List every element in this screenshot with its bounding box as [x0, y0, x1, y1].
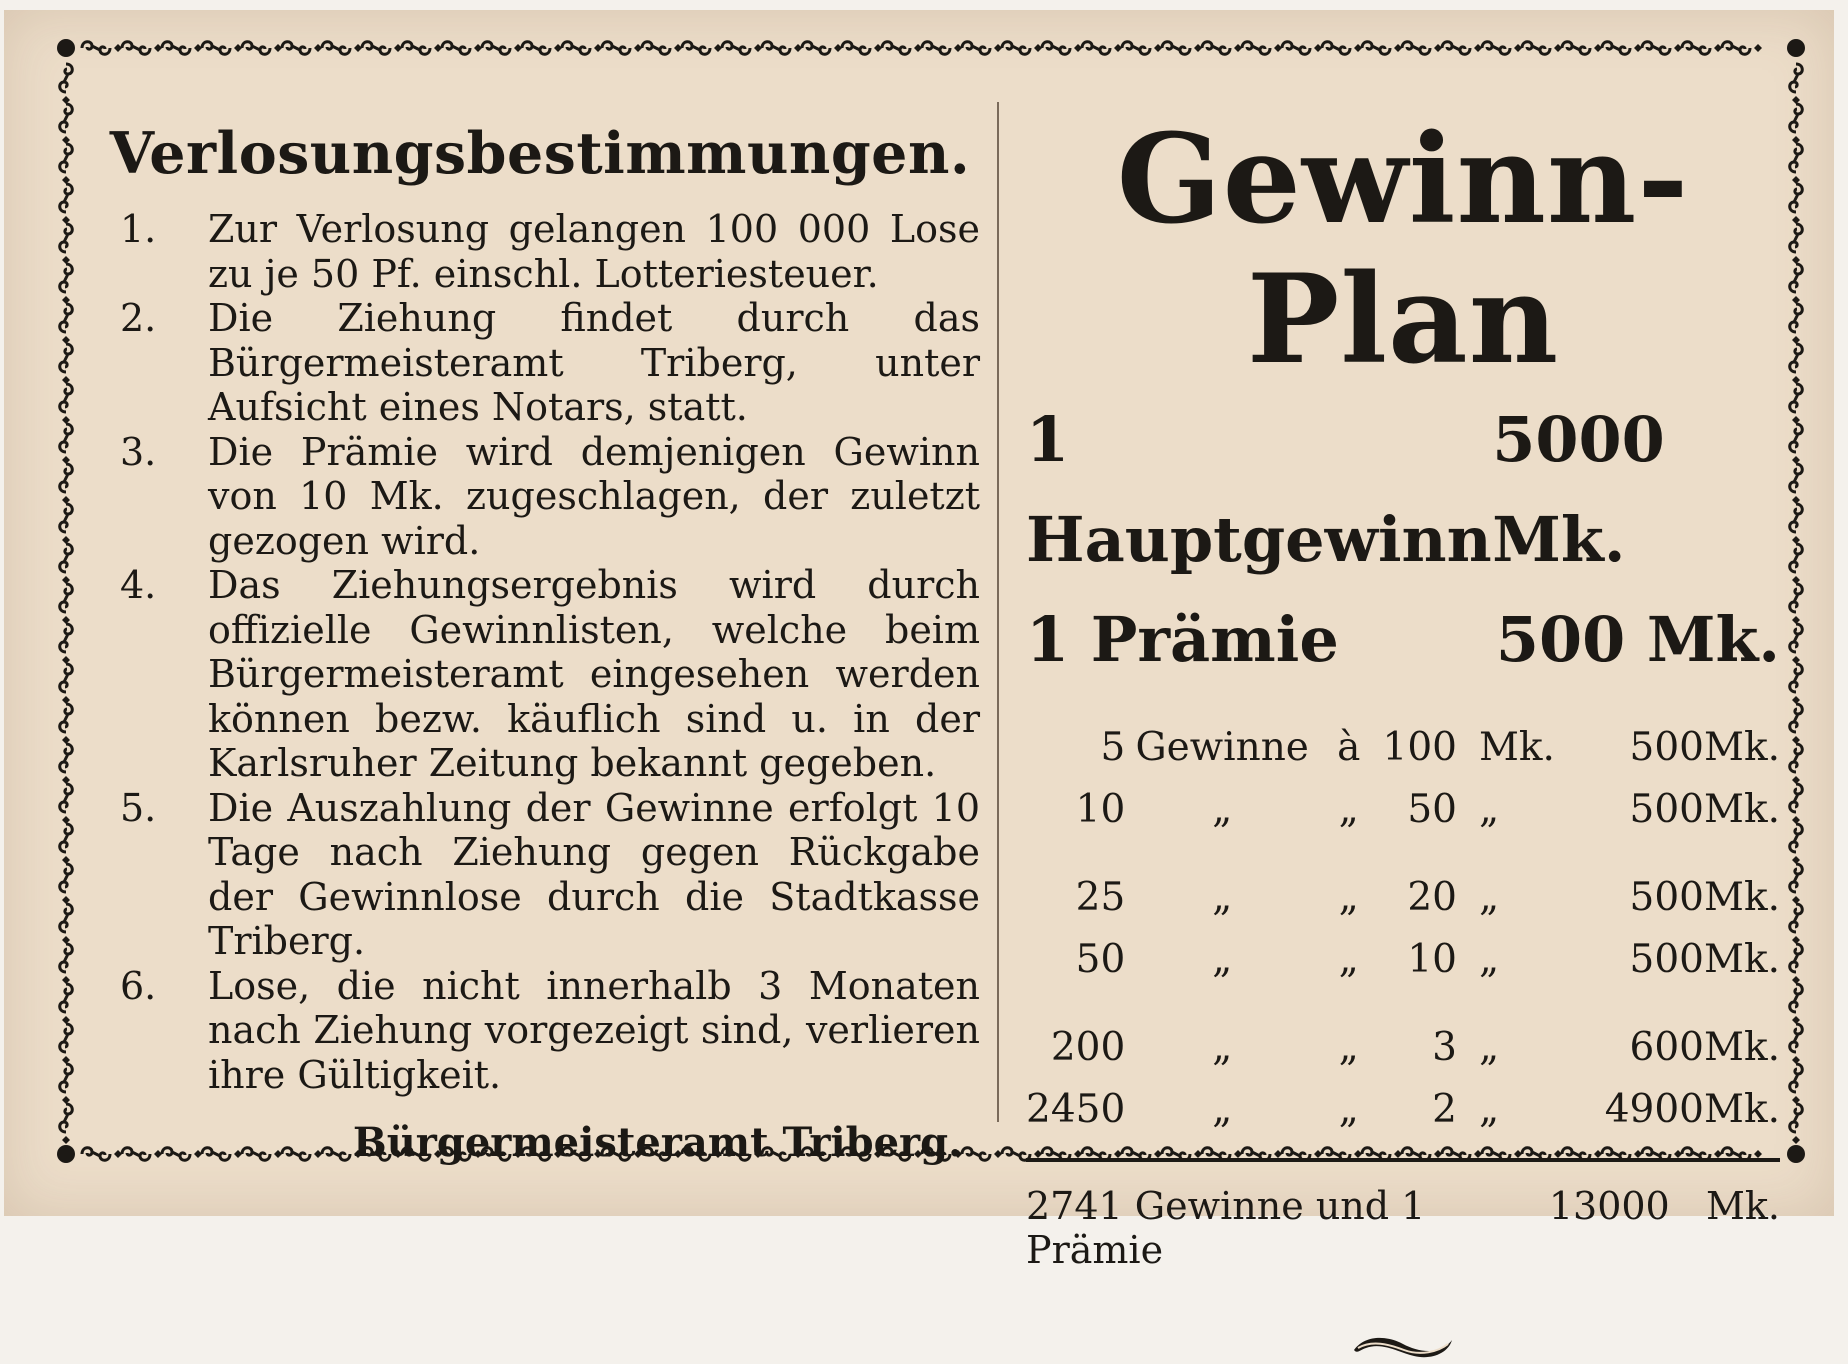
rule-item: [100, 786, 980, 964]
total-unit: Mk.: [1705, 1184, 1780, 1228]
scroll-flourish-icon: [1348, 1330, 1458, 1364]
prize-each: 10: [1407, 936, 1457, 982]
prize-each: 2: [1432, 1086, 1457, 1132]
prize-unit: „: [1478, 786, 1500, 832]
rule-item: [100, 207, 980, 296]
table-row: [1026, 928, 1780, 990]
prize-total-unit: Mk.: [1704, 936, 1780, 982]
prize-word: „: [1212, 1086, 1233, 1132]
prize-total-unit: Mk.: [1704, 724, 1780, 770]
prize-total-unit: Mk.: [1704, 786, 1780, 832]
prize-unit: „: [1478, 936, 1500, 982]
rule-number: 5.: [120, 785, 157, 830]
prize-count: 25: [1075, 874, 1126, 920]
main-prize-row: [1026, 390, 1780, 590]
rule-item: [100, 563, 980, 786]
prize-count: 50: [1075, 936, 1126, 982]
prize-total: 500: [1629, 786, 1704, 832]
rule-text: Die Ziehung findet durch das Bürgermeisteramt Triberg, unter Aufsicht eines Notars, statt.: [208, 296, 980, 429]
rule-text: Das Ziehungsergebnis wird durch offizielle Gewinnlisten, welche beim Bürgermeisteramt eingesehen werden können bezw. käuflich sind u. in der Karlsruher Zeitung bekannt gegeben.: [208, 563, 980, 785]
prize-total-unit: Mk.: [1704, 1086, 1780, 1132]
prize-a: „: [1338, 1086, 1359, 1132]
prize-a: „: [1338, 1024, 1359, 1070]
rules-panel: [100, 112, 980, 1166]
total-label: 2741 Gewinne und 1 Prämie: [1026, 1184, 1426, 1272]
prize-unit: Mk.: [1478, 724, 1555, 770]
prize-count: 200: [1050, 1024, 1126, 1070]
prize-word: „: [1212, 874, 1233, 920]
total-amount-group: [1549, 1184, 1780, 1272]
total-section: [1026, 1158, 1780, 1272]
prize-count: 5: [1100, 724, 1126, 770]
prize-total: 500: [1629, 724, 1704, 770]
prize-each: 20: [1407, 874, 1457, 920]
prize-each: 50: [1407, 786, 1457, 832]
table-row: [1026, 716, 1780, 778]
premium-label: 1 Prämie: [1026, 603, 1339, 676]
prize-total: 500: [1629, 874, 1704, 920]
main-prize-label: 1 Hauptgewinn: [1026, 403, 1492, 576]
table-row: [1026, 1078, 1780, 1140]
prize-unit: „: [1478, 1086, 1500, 1132]
prize-a: à: [1337, 724, 1361, 770]
table-row: [1026, 990, 1780, 1078]
premium-amount: 500 Mk.: [1495, 603, 1780, 676]
rule-item: [100, 964, 980, 1098]
prize-unit: „: [1478, 1024, 1500, 1070]
prize-total: 500: [1629, 936, 1704, 982]
prize-word: Gewinne: [1135, 724, 1309, 770]
rule-text: Zur Verlosung gelangen 100 000 Lose zu je 50 Pf. einschl. Lotteriesteuer.: [208, 207, 980, 296]
rule-text: Lose, die nicht innerhalb 3 Monaten nach Ziehung vorgezeigt sind, verlieren ihre Gültigkeit.: [208, 963, 980, 1097]
prize-table: [1026, 716, 1780, 1140]
rules-heading: Verlosungsbestimmungen.: [109, 120, 971, 187]
rule-item: [100, 430, 980, 564]
prize-total: 4900: [1604, 1086, 1704, 1132]
prize-each: 3: [1432, 1024, 1457, 1070]
prize-count: 10: [1075, 786, 1126, 832]
prize-each: 100: [1382, 724, 1457, 770]
rule-number: 4.: [120, 563, 157, 607]
prize-total-unit: Mk.: [1704, 1024, 1780, 1070]
prize-a: „: [1338, 786, 1359, 832]
prize-a: „: [1338, 874, 1359, 920]
prize-word: „: [1212, 936, 1233, 982]
premium-row: [1026, 590, 1780, 690]
rule-number: 3.: [120, 429, 157, 474]
main-prize-amount: 5000 Mk.: [1492, 403, 1665, 576]
rule-number: 1.: [120, 207, 157, 251]
prize-total: 600: [1629, 1024, 1704, 1070]
lottery-card: [4, 10, 1834, 1272]
prize-plan-panel: [1026, 110, 1780, 1364]
table-row: [1026, 778, 1780, 840]
prize-count: 2450: [1026, 1086, 1126, 1132]
prize-unit: „: [1478, 874, 1500, 920]
prize-total-unit: Mk.: [1704, 874, 1780, 920]
rule-number: 2.: [120, 296, 157, 340]
rule-item: [100, 296, 980, 430]
rule-number: 6.: [120, 963, 157, 1008]
prize-a: „: [1338, 936, 1359, 982]
rules-list: [100, 207, 980, 1097]
prize-word: „: [1212, 786, 1233, 832]
rule-text: Die Auszahlung der Gewinne erfolgt 10 Tage nach Ziehung gegen Rückgabe der Gewinnlose durch die Stadtkasse Triberg.: [208, 785, 980, 963]
rule-text: Die Prämie wird demjenigen Gewinn von 10 Mk. zugeschlagen, der zuletzt gezogen wird.: [208, 429, 980, 563]
signature: Bürgermeisteramt Triberg.: [352, 1119, 962, 1166]
total-row: [1026, 1184, 1780, 1272]
column-divider: [997, 102, 999, 1122]
plan-title: Gewinn-Plan: [1116, 108, 1690, 392]
prize-word: „: [1212, 1024, 1233, 1070]
table-row: [1026, 840, 1780, 928]
total-amount: 13000: [1548, 1184, 1670, 1228]
